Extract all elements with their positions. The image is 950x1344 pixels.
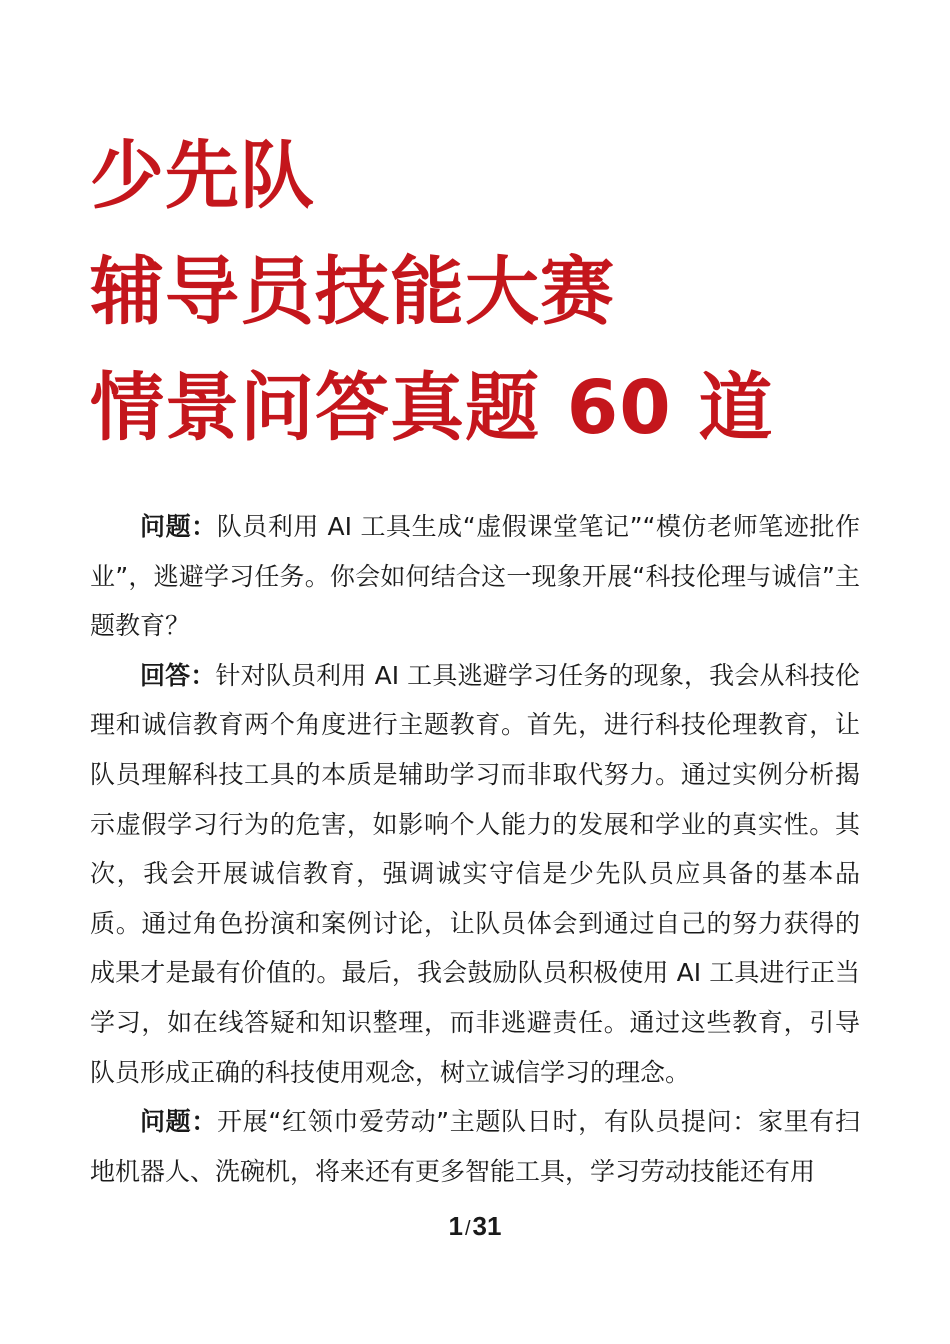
question-paragraph xyxy=(90,1097,860,1196)
page-number xyxy=(0,1211,950,1242)
current-page: 1 xyxy=(448,1211,463,1241)
title-line-2: 辅导员技能大赛 xyxy=(90,249,615,335)
title-line-3: 情景问答真题 60 道 xyxy=(90,365,774,451)
document-title xyxy=(90,118,890,466)
question-text: 队员利用 AI 工具生成“虚假课堂笔记”“模仿老师笔迹批作业”，逃避学习任务。你会如何结合这一现象开展“科技伦理与诚信”主题教育？ xyxy=(90,512,860,641)
title-line-1: 少先队 xyxy=(90,133,315,219)
page-separator: / xyxy=(464,1218,471,1240)
total-pages: 31 xyxy=(472,1211,502,1241)
answer-paragraph xyxy=(90,651,860,1097)
document-body xyxy=(90,502,860,1196)
answer-label: 回答： xyxy=(140,660,216,690)
question-paragraph xyxy=(90,502,860,651)
answer-text: 针对队员利用 AI 工具逃避学习任务的现象，我会从科技伦理和诚信教育两个角度进行主题教育。首先，进行科技伦理教育，让队员理解科技工具的本质是辅助学习而非取代努力。通过实例分析揭示虚假学习行为的危害，如影响个人能力的发展和学业的真实性。其次，我会开展诚信教育，强调诚实守信是少先队员应具备的基本品质。通过角色扮演和案例讨论，让队员体会到通过自己的努力获得的成果才是最有价值的。最后，我会鼓励队员积极使用 AI 工具进行正当学习，如在线答疑和知识整理，而非逃避责任。通过这些教育，引导队员形成正确的科技使用观念，树立诚信学习的理念。 xyxy=(90,660,860,1087)
question-text: 开展“红领巾爱劳动”主题队日时，有队员提问：家里有扫地机器人、洗碗机，将来还有更多智能工具，学习劳动技能还有用 xyxy=(90,1107,860,1186)
question-label: 问题： xyxy=(140,512,217,541)
question-label: 问题： xyxy=(140,1107,218,1137)
